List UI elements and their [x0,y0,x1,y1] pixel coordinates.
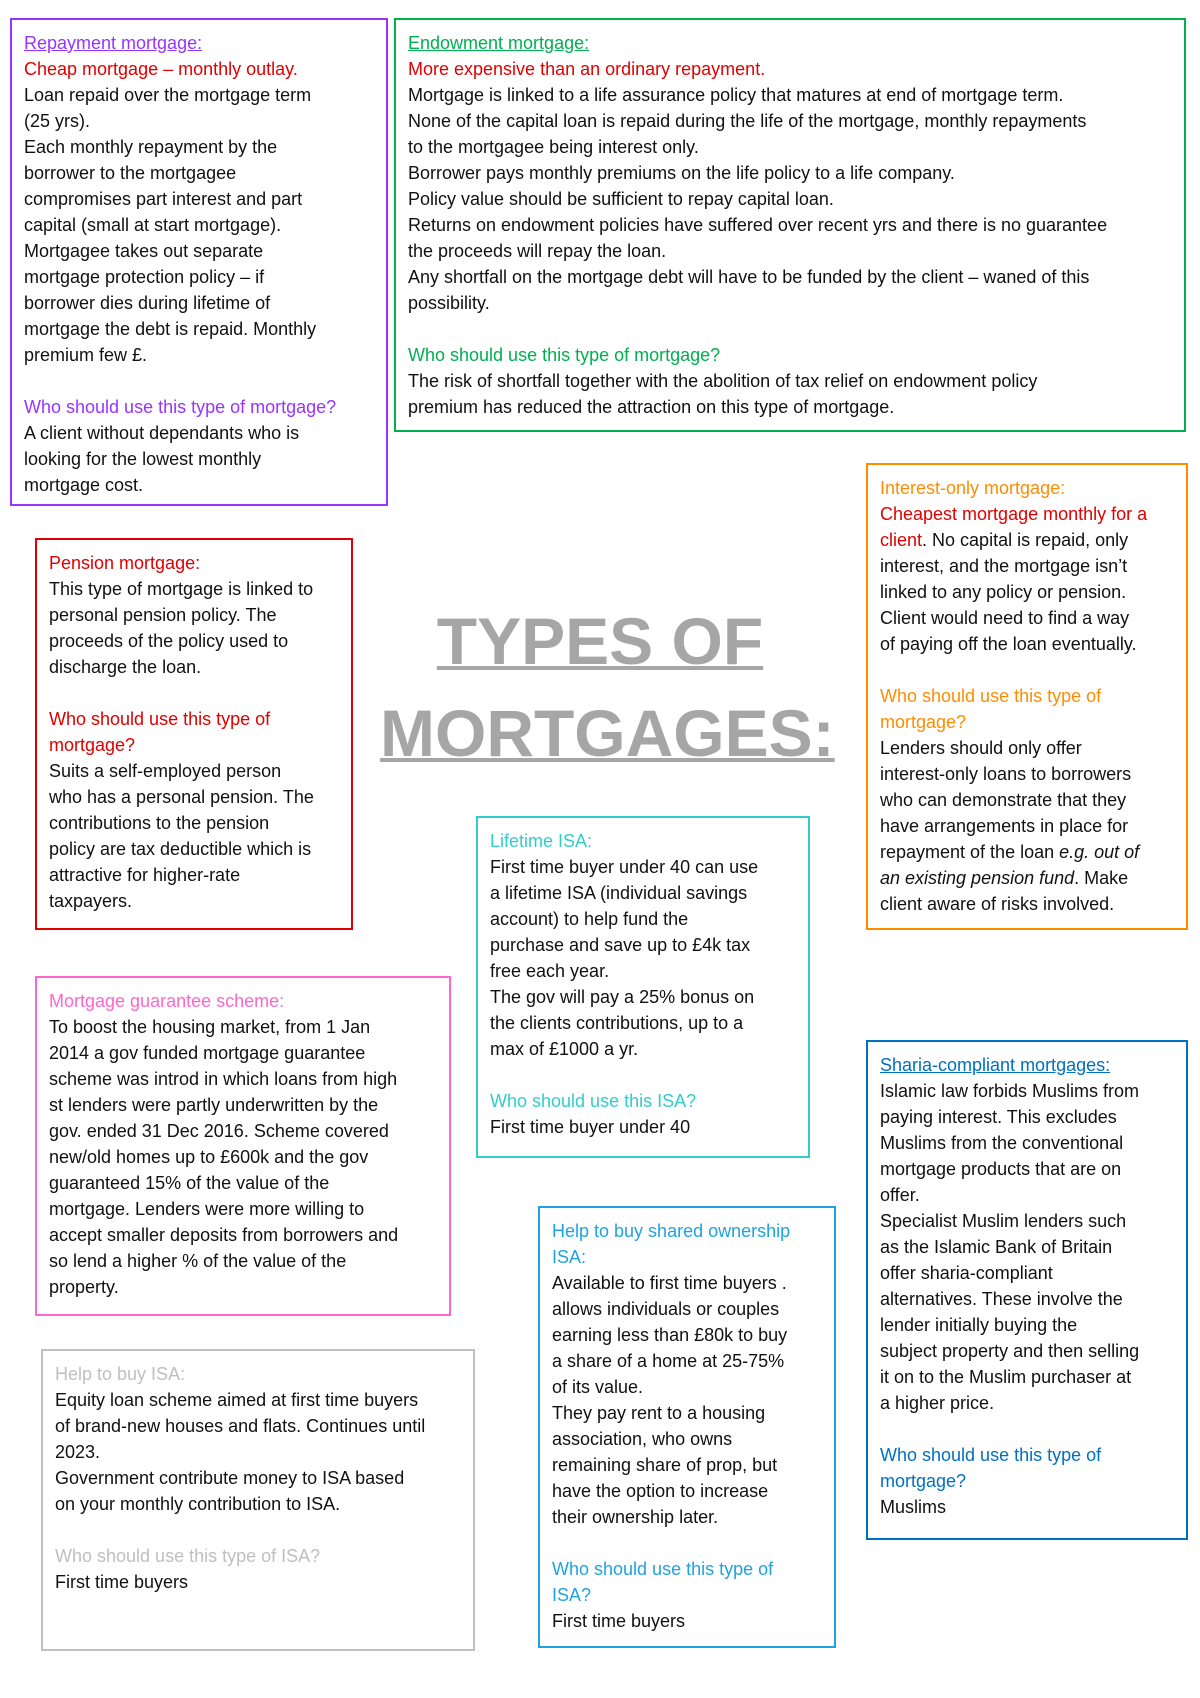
repayment-line: Each monthly repayment by the [24,137,278,157]
interest-only-pension-rest: . Make [1074,868,1129,888]
sharia-line: subject property and then selling [880,1341,1140,1361]
repayment-who-line: looking for the lowest monthly [24,449,262,469]
sharia-who-heading: mortgage? [880,1471,967,1491]
shared-line: allows individuals or couples [552,1299,780,1319]
shared-line: Available to first time buyers . [552,1273,787,1293]
repayment-who-line: A client without dependants who is [24,423,300,443]
interest-only-who-heading: mortgage? [880,712,967,732]
guarantee-line: guaranteed 15% of the value of the [49,1173,330,1193]
help-isa-who-heading: Who should use this type of ISA? [55,1546,321,1566]
repayment-who-line: mortgage cost. [24,475,144,495]
lifetime-isa-box [476,816,810,1158]
guarantee-line: st lenders were partly underwritten by the [49,1095,379,1115]
help-isa-who-line: First time buyers [55,1572,189,1592]
endowment-mortgage-box [394,18,1186,432]
lifetime-line: account) to help fund the [490,909,689,929]
lifetime-line: the clients contributions, up to a [490,1013,744,1033]
shared-line: a share of a home at 25-75% [552,1351,785,1371]
sharia-line: Muslims from the conventional [880,1133,1124,1153]
endowment-line: to the mortgagee being interest only. [408,137,699,157]
interest-only-highlight-end: client [880,530,923,550]
endowment-line: Any shortfall on the mortgage debt will have to be funded by the client – waned of this [408,267,1090,287]
interest-only-mortgage-box [866,463,1188,930]
interest-only-who-line: client aware of risks involved. [880,894,1115,914]
sharia-who-line: Muslims [880,1497,946,1517]
sharia-line: Specialist Muslim lenders such [880,1211,1127,1231]
pension-who-line: taxpayers. [49,891,133,911]
interest-only-who-line: Lenders should only offer [880,738,1082,758]
shared-heading: ISA: [552,1247,587,1267]
repayment-mortgage-box [10,18,388,506]
help-isa-line: Equity loan scheme aimed at first time buyers [55,1390,419,1410]
interest-only-eg-start: repayment of the loan [880,842,1060,862]
repayment-heading: Repayment mortgage: [24,33,203,53]
shared-who-heading: Who should use this type of [552,1559,774,1579]
lifetime-who-line: First time buyer under 40 [490,1117,691,1137]
pension-line: discharge the loan. [49,657,202,677]
interest-only-who-line [880,865,1174,891]
repayment-line: (25 yrs). [24,111,91,131]
guarantee-heading: Mortgage guarantee scheme: [49,991,285,1011]
page-title [380,595,835,779]
guarantee-line: mortgage. Lenders were more willing to [49,1199,365,1219]
help-isa-line: Government contribute money to ISA based [55,1468,405,1488]
sharia-heading: Sharia-compliant mortgages: [880,1055,1111,1075]
shared-line: of its value. [552,1377,644,1397]
shared-line: They pay rent to a housing [552,1403,766,1423]
lifetime-line: max of £1000 a yr. [490,1039,639,1059]
sharia-line: offer. [880,1185,920,1205]
endowment-line: Mortgage is linked to a life assurance policy that matures at end of mortgage term. [408,85,1064,105]
shared-line: association, who owns [552,1429,733,1449]
interest-only-who-line: have arrangements in place for [880,816,1129,836]
interest-only-pension-italic: an existing pension fund [880,868,1075,888]
guarantee-line: 2014 a gov funded mortgage guarantee [49,1043,366,1063]
lifetime-line: The gov will pay a 25% bonus on [490,987,755,1007]
interest-only-line: of paying off the loan eventually. [880,634,1137,654]
endowment-line: possibility. [408,293,490,313]
interest-only-line [880,527,1174,553]
interest-only-highlight: Cheapest mortgage monthly for a [880,504,1148,524]
pension-who-heading: Who should use this type of [49,709,271,729]
endowment-line: None of the capital loan is repaid during the life of the mortgage, monthly repayments [408,111,1087,131]
repayment-line: compromises part interest and part [24,189,303,209]
sharia-line: a higher price. [880,1393,995,1413]
lifetime-who-heading: Who should use this ISA? [490,1091,697,1111]
guarantee-line: property. [49,1277,119,1297]
pension-who-line: who has a personal pension. The [49,787,314,807]
pension-who-heading: mortgage? [49,735,136,755]
guarantee-line: so lend a higher % of the value of the [49,1251,347,1271]
pension-who-line: policy are tax deductible which is [49,839,312,859]
interest-only-who-line: who can demonstrate that they [880,790,1127,810]
lifetime-line: free each year. [490,961,610,981]
pension-line: This type of mortgage is linked to [49,579,314,599]
shared-line: their ownership later. [552,1507,719,1527]
interest-only-line: Client would need to find a way [880,608,1130,628]
repayment-who-heading: Who should use this type of mortgage? [24,397,337,417]
shared-heading: Help to buy shared ownership [552,1221,791,1241]
repayment-line: capital (small at start mortgage). [24,215,282,235]
guarantee-line: gov. ended 31 Dec 2016. Scheme covered [49,1121,389,1141]
repayment-line: mortgage protection policy – if [24,267,265,287]
pension-who-line: attractive for higher-rate [49,865,241,885]
sharia-mortgage-box [866,1040,1188,1540]
sharia-line: lender initially buying the [880,1315,1078,1335]
endowment-who-line: premium has reduced the attraction on this type of mortgage. [408,397,895,417]
shared-line: earning less than £80k to buy [552,1325,788,1345]
repayment-line: borrower dies during lifetime of [24,293,271,313]
sharia-line: alternatives. These involve the [880,1289,1123,1309]
help-isa-line: 2023. [55,1442,101,1462]
guarantee-line: scheme was introd in which loans from high [49,1069,398,1089]
help-isa-line: on your monthly contribution to ISA. [55,1494,341,1514]
sharia-line: paying interest. This excludes [880,1107,1117,1127]
sharia-line: as the Islamic Bank of Britain [880,1237,1113,1257]
shared-who-heading: ISA? [552,1585,592,1605]
interest-only-who-heading: Who should use this type of [880,686,1102,706]
help-isa-line: of brand-new houses and flats. Continues until [55,1416,426,1436]
repayment-line: Loan repaid over the mortgage term [24,85,312,105]
repayment-line: Mortgagee takes out separate [24,241,264,261]
shared-line: remaining share of prop, but [552,1455,778,1475]
interest-only-heading: Interest-only mortgage: [880,478,1066,498]
page-title-line2: MORTGAGES: [380,696,835,770]
guarantee-line: To boost the housing market, from 1 Jan [49,1017,371,1037]
sharia-line: Islamic law forbids Muslims from [880,1081,1140,1101]
sharia-line: mortgage products that are on [880,1159,1122,1179]
endowment-line: Returns on endowment policies have suffered over recent yrs and there is no guarantee [408,215,1108,235]
lifetime-line: First time buyer under 40 can use [490,857,759,877]
guarantee-line: accept smaller deposits from borrowers and [49,1225,399,1245]
sharia-who-heading: Who should use this type of [880,1445,1102,1465]
help-isa-heading: Help to buy ISA: [55,1364,186,1384]
shared-ownership-isa-box [538,1206,836,1648]
shared-line: have the option to increase [552,1481,769,1501]
endowment-who-heading: Who should use this type of mortgage? [408,345,721,365]
repayment-highlight: Cheap mortgage – monthly outlay. [24,59,298,79]
interest-only-line: interest, and the mortgage isn’t [880,556,1128,576]
page-title-line1: TYPES OF [436,604,764,678]
endowment-who-line: The risk of shortfall together with the abolition of tax relief on endowment policy [408,371,1038,391]
repayment-line: premium few £. [24,345,148,365]
interest-only-line: linked to any policy or pension. [880,582,1127,602]
help-to-buy-isa-box [41,1349,475,1651]
endowment-line: Policy value should be sufficient to repay capital loan. [408,189,834,209]
pension-who-line: contributions to the pension [49,813,270,833]
shared-who-line: First time buyers [552,1611,686,1631]
repayment-line: borrower to the mortgagee [24,163,237,183]
sharia-line: offer sharia-compliant [880,1263,1053,1283]
interest-only-who-line [880,839,1174,865]
endowment-highlight: More expensive than an ordinary repayment. [408,59,766,79]
repayment-line: mortgage the debt is repaid. Monthly [24,319,317,339]
pension-mortgage-box [35,538,353,930]
mortgage-guarantee-box [35,976,451,1316]
sharia-line: it on to the Muslim purchaser at [880,1367,1132,1387]
endowment-line: Borrower pays monthly premiums on the life policy to a life company. [408,163,955,183]
endowment-line: the proceeds will repay the loan. [408,241,667,261]
lifetime-line: a lifetime ISA (individual savings [490,883,748,903]
guarantee-line: new/old homes up to £600k and the gov [49,1147,369,1167]
interest-only-line-rest: . No capital is repaid, only [922,530,1129,550]
lifetime-heading: Lifetime ISA: [490,831,593,851]
interest-only-eg-italic: e.g. out of [1059,842,1140,862]
pension-line: proceeds of the policy used to [49,631,289,651]
endowment-heading: Endowment mortgage: [408,33,590,53]
pension-heading: Pension mortgage: [49,553,201,573]
pension-who-line: Suits a self-employed person [49,761,282,781]
pension-line: personal pension policy. The [49,605,277,625]
lifetime-line: purchase and save up to £4k tax [490,935,751,955]
interest-only-who-line: interest-only loans to borrowers [880,764,1132,784]
